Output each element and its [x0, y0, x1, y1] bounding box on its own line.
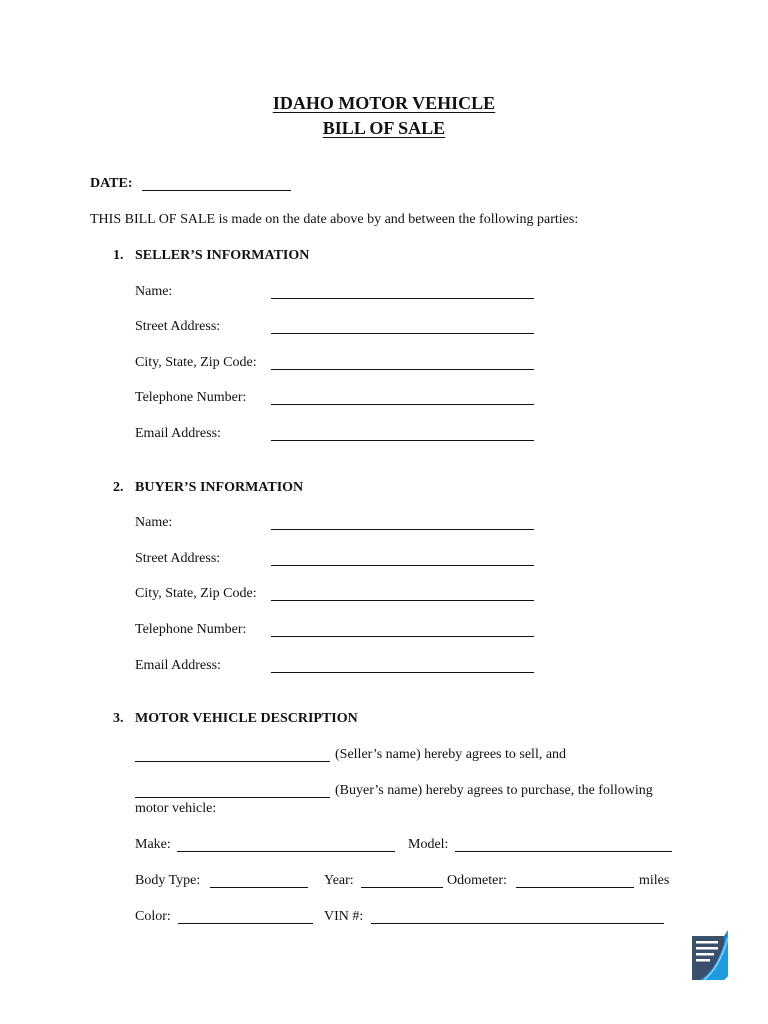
make-field[interactable] — [177, 851, 395, 852]
document-title-line1: IDAHO MOTOR VEHICLE — [272, 93, 496, 113]
section-heading-seller: SELLER’S INFORMATION — [135, 248, 310, 263]
seller-email-label: Email Address: — [135, 426, 221, 441]
year-field[interactable] — [361, 887, 443, 888]
buyer-city-label: City, State, Zip Code: — [135, 586, 257, 601]
buyer-street-label: Street Address: — [135, 551, 221, 566]
buyer-street-field[interactable] — [271, 565, 534, 566]
intro-text: THIS BILL OF SALE is made on the date above by and between the following parties: — [90, 212, 579, 227]
buyer-agrees-text-cont: motor vehicle: — [135, 801, 217, 816]
section-number-seller: 1. — [113, 248, 124, 263]
section-number-buyer: 2. — [113, 480, 124, 495]
buyer-email-label: Email Address: — [135, 658, 221, 673]
year-label: Year: — [324, 873, 354, 888]
buyer-city-field[interactable] — [271, 600, 534, 601]
buyer-name-agree-field[interactable] — [135, 797, 330, 798]
date-field[interactable] — [142, 190, 291, 191]
seller-agrees-text: (Seller’s name) hereby agrees to sell, and — [335, 747, 567, 762]
document-title-line2: BILL OF SALE — [322, 118, 446, 138]
seller-email-field[interactable] — [271, 440, 534, 441]
vin-label: VIN #: — [324, 909, 364, 924]
seller-phone-label: Telephone Number: — [135, 390, 247, 405]
seller-street-field[interactable] — [271, 333, 534, 334]
buyer-name-label: Name: — [135, 515, 173, 530]
document-logo-icon — [690, 928, 730, 982]
color-field[interactable] — [178, 923, 313, 924]
buyer-email-field[interactable] — [271, 672, 534, 673]
buyer-phone-label: Telephone Number: — [135, 622, 247, 637]
odometer-field[interactable] — [516, 887, 634, 888]
seller-street-label: Street Address: — [135, 319, 221, 334]
seller-city-label: City, State, Zip Code: — [135, 355, 257, 370]
buyer-phone-field[interactable] — [271, 636, 534, 637]
section-heading-vehicle: MOTOR VEHICLE DESCRIPTION — [135, 711, 358, 726]
seller-name-label: Name: — [135, 284, 173, 299]
buyer-name-field[interactable] — [271, 529, 534, 530]
vin-field[interactable] — [371, 923, 664, 924]
seller-phone-field[interactable] — [271, 404, 534, 405]
seller-city-field[interactable] — [271, 369, 534, 370]
odometer-label: Odometer: — [447, 873, 507, 888]
model-field[interactable] — [455, 851, 672, 852]
body-type-field[interactable] — [210, 887, 308, 888]
make-label: Make: — [135, 837, 171, 852]
body-type-label: Body Type: — [135, 873, 201, 888]
buyer-agrees-text: (Buyer’s name) hereby agrees to purchase, the following — [335, 783, 653, 798]
miles-label: miles — [639, 873, 670, 888]
section-heading-buyer: BUYER’S INFORMATION — [135, 480, 304, 495]
seller-name-field[interactable] — [271, 298, 534, 299]
section-number-vehicle: 3. — [113, 711, 124, 726]
date-label: DATE: — [90, 176, 133, 191]
model-label: Model: — [408, 837, 449, 852]
seller-name-agree-field[interactable] — [135, 761, 330, 762]
color-label: Color: — [135, 909, 171, 924]
